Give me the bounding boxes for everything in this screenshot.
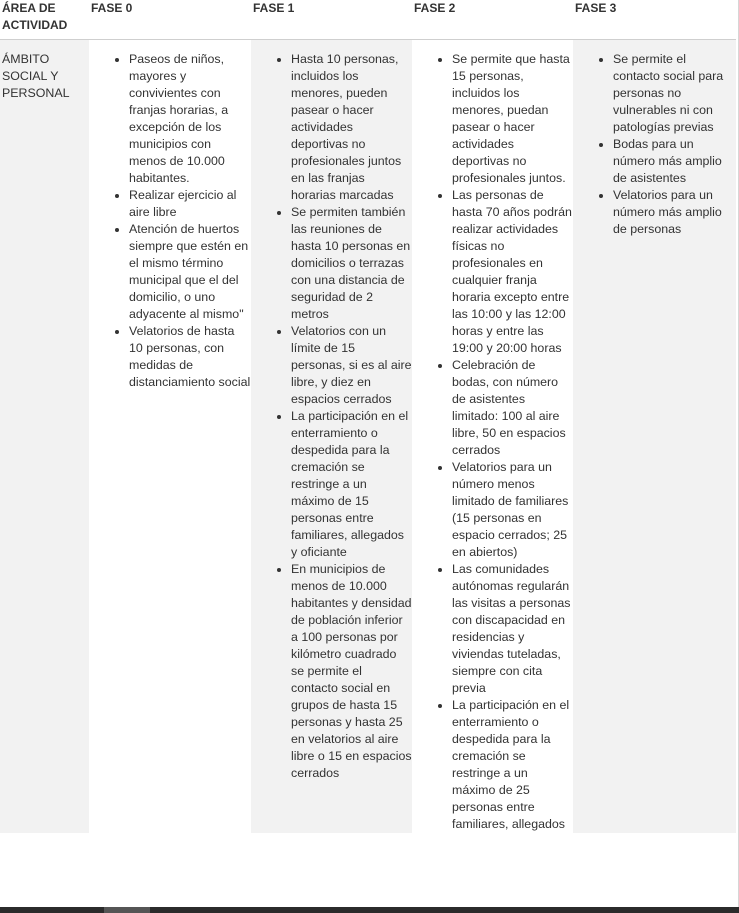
header-fase-3: FASE 3	[573, 0, 736, 40]
list-item: • En municipios de menos de 10.000 habitantes y densidad de población inferior a 100 personas por kilómetro cuadrado se permite el contacto social en grupos de hasta 15 personas y hasta 25 en velatorios al aire libre o 15 en espacios cerrados	[291, 561, 412, 782]
scrollbar-thumb[interactable]	[104, 907, 150, 913]
fase-0-cell	[89, 40, 251, 834]
list-item: • Se permiten también las reuniones de hasta 10 personas en domicilios o terrazas con una distancia de seguridad de 2 metros	[291, 204, 412, 323]
list-item: • Hasta 10 personas, incluidos los menores, pueden pasear o hacer actividades deportivas no profesionales juntos en las franjas horarias marcadas	[291, 51, 412, 204]
header-fase-2: FASE 2	[412, 0, 573, 40]
horizontal-scrollbar[interactable]	[0, 907, 739, 913]
fase-2-cell	[412, 40, 573, 834]
header-fase-1: FASE 1	[251, 0, 412, 40]
fase-3-list	[573, 51, 736, 238]
list-item: • Realizar ejercicio al aire libre	[129, 187, 251, 221]
list-item: • Paseos de niños, mayores y convivientes con franjas horarias, a excepción de los municipios con menos de 10.000 habitantes.	[129, 51, 251, 187]
list-item: • Velatorios con un límite de 15 personas, si es al aire libre, y diez en espacios cerrados	[291, 323, 412, 408]
list-item: • Se permite que hasta 15 personas, incluidos los menores, puedan pasear o hacer actividades deportivas no profesionales juntos.	[452, 51, 573, 187]
fase-2-list	[412, 51, 573, 833]
list-item: • La participación en el enterramiento o despedida para la cremación se restringe a un máximo de 15 personas entre familiares, allegados y oficiante	[291, 408, 412, 561]
fase-1-list	[251, 51, 412, 782]
list-item: • Celebración de bodas, con número de asistentes limitado: 100 al aire libre, 50 en espacios cerrados	[452, 357, 573, 459]
list-item: • La participación en el enterramiento o despedida para la cremación se restringe a un máximo de 25 personas entre familiares, allegados	[452, 697, 573, 833]
list-item: • Las comunidades autónomas regularán las visitas a personas con discapacidad en residencias y viviendas tuteladas, siempre con cita previa	[452, 561, 573, 697]
list-item: • Las personas de hasta 70 años podrán realizar actividades físicas no profesionales en cualquier franja horaria excepto entre las 10:00 y las 12:00 horas y entre las 19:00 y 20:00 horas	[452, 187, 573, 357]
list-item: • Velatorios de hasta 10 personas, con medidas de distanciamiento social	[129, 323, 251, 391]
list-item: • Bodas para un número más amplio de asistentes	[613, 136, 736, 187]
list-item: • Velatorios para un número más amplio de personas	[613, 187, 736, 238]
header-fase-0: FASE 0	[89, 0, 251, 40]
table-row	[0, 40, 736, 834]
list-item: • Atención de huertos siempre que estén en el mismo término municipal que el del domicilio, o uno adyacente al mismo"	[129, 221, 251, 323]
table-header-row	[0, 0, 736, 40]
list-item: • Se permite el contacto social para personas no vulnerables ni con patologías previas	[613, 51, 736, 136]
list-item: • Velatorios para un número menos limitado de familiares (15 personas en espacio cerrados; 25 en abiertos)	[452, 459, 573, 561]
fase-1-cell	[251, 40, 412, 834]
area-cell: ÁMBITO SOCIAL Y PERSONAL	[0, 40, 89, 834]
header-area: ÁREA DE ACTIVIDAD	[0, 0, 89, 40]
fase-0-list	[89, 51, 251, 391]
fase-3-cell	[573, 40, 736, 834]
